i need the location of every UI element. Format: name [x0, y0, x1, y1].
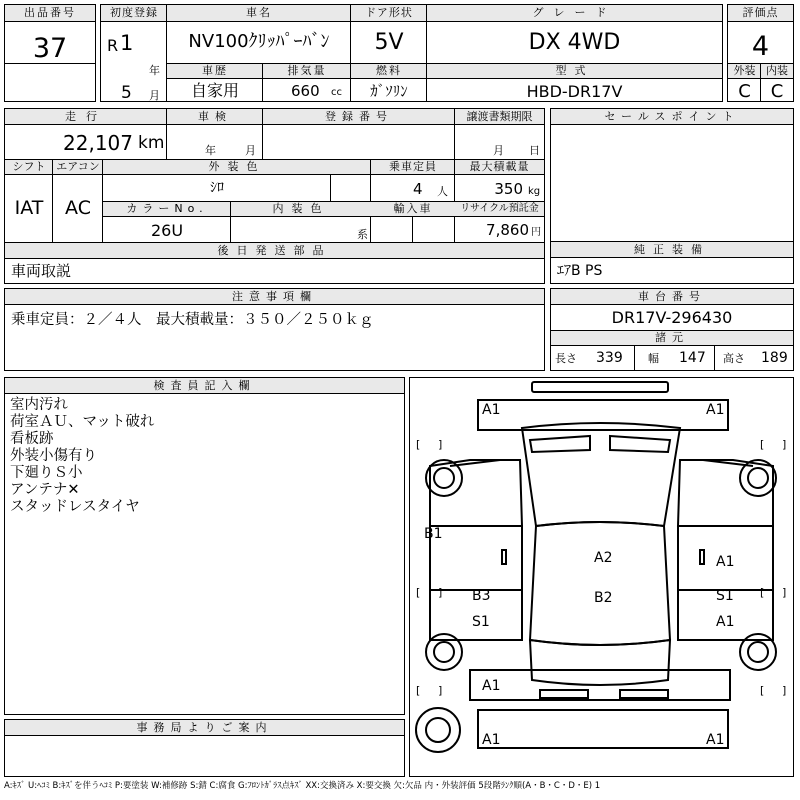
- damage-mark: A1: [482, 678, 501, 694]
- chassis-label: 車台番号: [551, 289, 793, 305]
- km-unit: km: [138, 133, 165, 153]
- legend: A:ｷｽﾞ U:ﾍｺﾐ B:ｷｽﾞを伴うﾍｺﾐ P:要塗装 W:補修跡 S:錆 C:腐食 G:ﾌﾛﾝﾄｶﾞﾗｽ点ｷｽﾞ XX:交換済み X:要交換 欠:欠品 内・外装評価 5段階ﾗﾝｸ順(A・B・C・D・E) 1: [4, 781, 601, 791]
- model-name: NV100ｸﾘｯﾊﾟｰﾊﾞﾝ: [188, 31, 330, 52]
- era: R: [107, 36, 119, 55]
- int-grade: C: [770, 81, 784, 102]
- svg-text:[: [: [416, 586, 421, 599]
- sales-point-box: [550, 108, 794, 242]
- damage-mark: A1: [716, 554, 735, 570]
- int-grade-label: 内装: [761, 64, 793, 79]
- ext-grade: C: [738, 81, 751, 102]
- office-label: 事務局よりご案内: [5, 720, 404, 736]
- spec-table: [4, 108, 545, 284]
- notes-box: [4, 288, 545, 371]
- score-label: 評価点: [728, 5, 793, 22]
- door-label: ドア形状: [351, 5, 427, 22]
- model-label: 車名: [167, 5, 351, 22]
- damage-mark: A1: [482, 402, 501, 418]
- svg-text:[: [: [760, 438, 765, 451]
- history: 自家用: [190, 81, 239, 100]
- inspector-line: 下廻りＳ小: [10, 465, 83, 481]
- inspector-line: 看板跡: [10, 431, 54, 447]
- damage-mark: A2: [594, 550, 613, 566]
- svg-text:[: [: [760, 684, 765, 697]
- inspection-label: 車検: [167, 109, 263, 125]
- fuel: ｶﾞｿﾘﾝ: [370, 82, 408, 100]
- transfer-month-unit: 月: [493, 144, 504, 157]
- vehicle-header-box: [100, 4, 723, 102]
- chassis-number: DR17V-296430: [611, 308, 733, 327]
- ext-grade-label: 外装: [728, 64, 761, 79]
- equipment-label: 純正装備: [551, 242, 793, 258]
- interior-label: 内装色: [231, 202, 371, 217]
- year-unit: 年: [149, 64, 160, 77]
- sales-point-label: セールスポイント: [551, 109, 793, 125]
- damage-mark: A1: [706, 732, 725, 748]
- height-label: 高さ: [723, 352, 745, 365]
- colorno-label: カラーNo.: [103, 202, 231, 217]
- displacement: 660: [291, 82, 320, 100]
- car-diagram: [410, 378, 793, 776]
- svg-text:]: ]: [782, 586, 787, 599]
- type-code: HBD-DR17V: [526, 82, 623, 101]
- month-unit: 月: [149, 89, 160, 102]
- damage-mark: B3: [472, 588, 491, 604]
- recycle-label: リサイクル預託金: [455, 202, 544, 217]
- height: 189: [761, 350, 788, 366]
- inspector-line: アンテナ✕: [10, 482, 80, 498]
- office-box: [4, 719, 405, 777]
- interior-unit: 系: [357, 228, 368, 241]
- front-bumper: [478, 710, 728, 748]
- svg-text:]: ]: [438, 438, 443, 451]
- color-number: 26U: [150, 221, 184, 240]
- inspector-label: 検査員記入欄: [5, 378, 404, 394]
- equipment-box: [550, 241, 794, 284]
- damage-mark: S1: [716, 588, 734, 604]
- inspector-line: 外装小傷有り: [10, 448, 97, 464]
- lot-number-box: [4, 4, 96, 102]
- reg-year: 1: [120, 31, 134, 55]
- length: 339: [596, 350, 623, 366]
- exterior-color: ｼﾛ: [210, 180, 224, 196]
- displacement-label: 排気量: [263, 64, 351, 79]
- door-type: 5V: [374, 30, 404, 55]
- capacity: 4: [413, 180, 423, 198]
- score-box: [727, 4, 794, 102]
- svg-text:]: ]: [782, 684, 787, 697]
- right-side: [678, 460, 773, 526]
- mileage: 22,107: [63, 131, 133, 155]
- dimensions-label: 諸元: [551, 331, 793, 346]
- inspector-line: スタッドレスタイヤ: [10, 499, 140, 515]
- notes: 乗車定員：２／４人 最大積載量：３５０／２５０ｋｇ: [11, 312, 374, 328]
- capacity-unit: 人: [437, 185, 448, 198]
- inspector-line: 室内汚れ: [10, 397, 68, 413]
- damage-diagram-box: [409, 377, 794, 777]
- svg-text:[: [: [416, 684, 421, 697]
- rear-panel: [478, 400, 728, 430]
- left-side: [430, 460, 522, 526]
- capacity-label: 乗車定員: [371, 160, 455, 175]
- transfer-label: 譲渡書類期限: [455, 109, 544, 125]
- equipment: ｴｱB PS: [557, 263, 603, 279]
- recycle-unit: 円: [531, 227, 541, 238]
- lot-number: 37: [32, 33, 68, 64]
- damage-mark: S1: [472, 614, 490, 630]
- history-label: 車歴: [167, 64, 263, 79]
- transfer-day-unit: 日: [529, 144, 540, 157]
- plate-label: 登録番号: [263, 109, 455, 125]
- type-label: 型式: [427, 64, 722, 79]
- load-label: 最大積載量: [455, 160, 544, 175]
- max-load: 350: [494, 180, 523, 198]
- insp-month-unit: 月: [245, 144, 256, 157]
- svg-text:]: ]: [438, 684, 443, 697]
- mileage-label: 走行: [5, 109, 167, 125]
- cc-unit: cc: [331, 87, 342, 98]
- grade-label: グレード: [427, 5, 722, 22]
- svg-text:]: ]: [782, 438, 787, 451]
- damage-mark: A1: [706, 402, 725, 418]
- damage-mark: A1: [482, 732, 501, 748]
- score: 4: [751, 31, 770, 62]
- ac-label: エアコン: [53, 160, 103, 175]
- later-parts: 車両取説: [11, 262, 72, 280]
- recycle-fee: 7,860: [486, 221, 529, 239]
- aircon: AC: [65, 197, 91, 219]
- shift-label: シフト: [5, 160, 53, 175]
- spare-tire: [416, 708, 460, 752]
- length-label: 長さ: [555, 352, 577, 365]
- reg-month: 5: [121, 83, 132, 103]
- color-label: 外装色: [103, 160, 371, 175]
- fuel-label: 燃料: [351, 64, 427, 79]
- rear-left-wheel: [426, 460, 462, 496]
- rear-bumper: [532, 382, 668, 392]
- rear-right-wheel: [740, 460, 776, 496]
- notes-label: 注意事項欄: [5, 289, 544, 305]
- inspector-box: [4, 377, 405, 715]
- inspector-line: 荷室ＡＵ、マット破れ: [10, 414, 155, 430]
- svg-text:[: [: [416, 438, 421, 451]
- first-reg-label: 初度登録: [101, 5, 167, 22]
- import-label: 輸入車: [371, 202, 455, 217]
- width: 147: [679, 350, 706, 366]
- shift: IAT: [14, 197, 44, 219]
- hood: [530, 640, 670, 685]
- later-parts-label: 後日発送部品: [5, 243, 544, 259]
- svg-text:[: [: [760, 586, 765, 599]
- damage-mark: A1: [716, 614, 735, 630]
- damage-mark: B2: [594, 590, 613, 606]
- damage-mark: B1: [424, 526, 443, 542]
- insp-year-unit: 年: [205, 144, 216, 157]
- lot-number-label: 出品番号: [5, 5, 95, 22]
- width-label: 幅: [648, 352, 659, 365]
- grade: DX 4WD: [528, 30, 621, 55]
- chassis-box: [550, 288, 794, 371]
- svg-text:]: ]: [438, 586, 443, 599]
- load-unit: kg: [528, 186, 541, 197]
